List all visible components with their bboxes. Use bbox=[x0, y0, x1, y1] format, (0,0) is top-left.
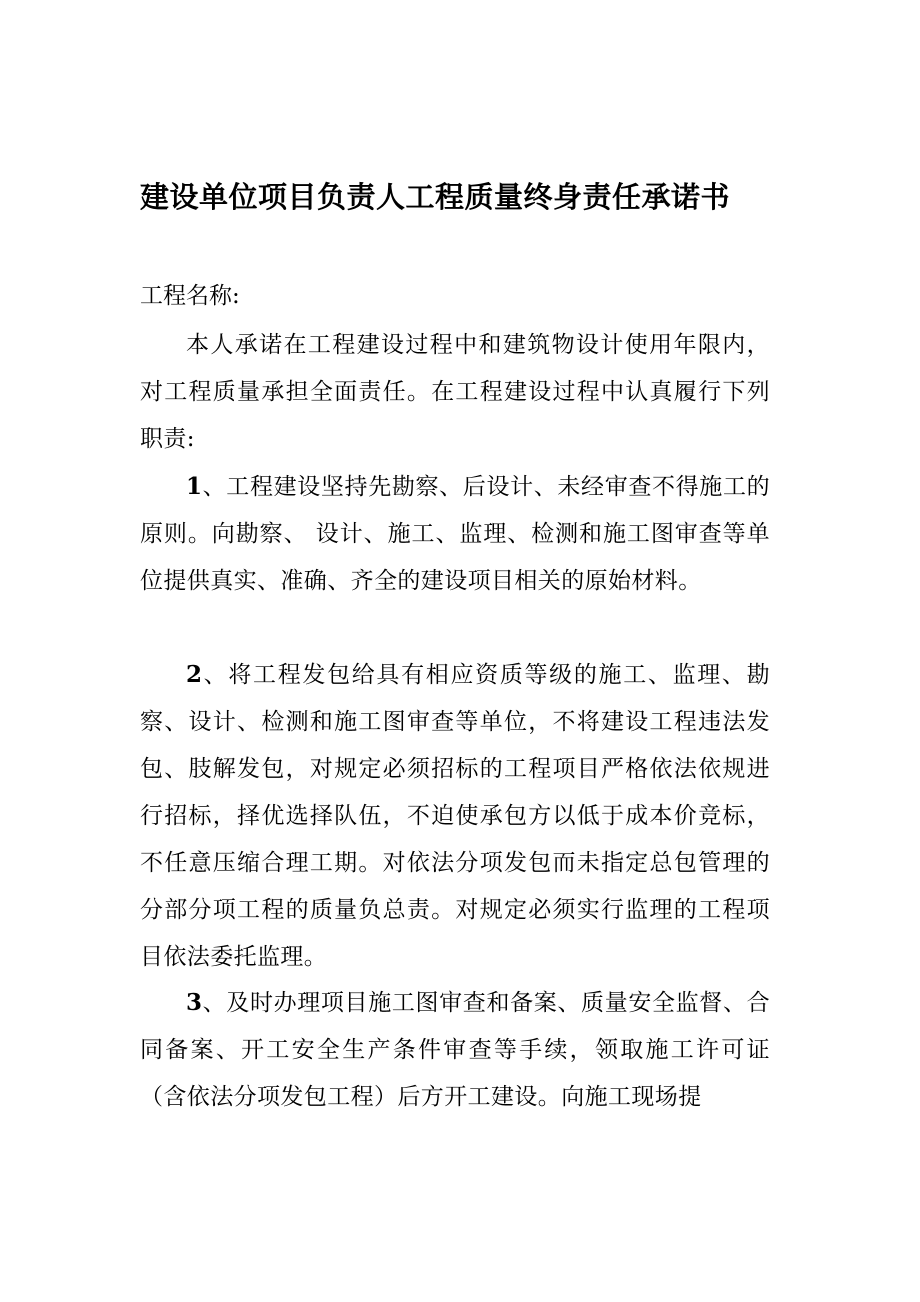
document-title: 建设单位项目负责人工程质量终身责任承诺书 bbox=[140, 180, 731, 214]
duty-item-3-text: 、及时办理项目施工图审查和备案、质量安全监督、合同备案、开工安全生产条件审查等手续，领取施工许可证（含依法分项发包工程）后方开工建设。向施工现场提 bbox=[140, 990, 770, 1110]
duty-item-2 bbox=[140, 651, 770, 981]
project-name-label: 工程名称: bbox=[140, 283, 240, 309]
duty-item-1-number: 1 bbox=[186, 473, 203, 500]
duty-item-3 bbox=[140, 979, 770, 1121]
duty-item-1 bbox=[140, 463, 770, 605]
duty-item-2-text: 、将工程发包给具有相应资质等级的施工、监理、勘察、设计、检测和施工图审查等单位，不将建设工程违法发包、肢解发包，对规定必须招标的工程项目严格依法依规进行招标，择优选择队伍，不迫使承包方以低于成本价竞标，不任意压缩合理工期。对依法分项发包而未指定总包管理的分部分项工程的质量负总责。对规定必须实行监理的工程项目依法委托监理。 bbox=[140, 662, 770, 970]
duty-item-3-number: 3 bbox=[186, 989, 203, 1016]
intro-paragraph: 本人承诺在工程建设过程中和建筑物设计使用年限内，对工程质量承担全面责任。在工程建设过程中认真履行下列职责: bbox=[140, 332, 770, 452]
duty-item-2-number: 2 bbox=[186, 661, 203, 688]
duty-item-1-text: 、工程建设坚持先勘察、后设计、未经审查不得施工的原则。向勘察、 设计、施工、监理、检测和施工图审查等单位提供真实、准确、齐全的建设项目相关的原始材料。 bbox=[140, 474, 770, 594]
